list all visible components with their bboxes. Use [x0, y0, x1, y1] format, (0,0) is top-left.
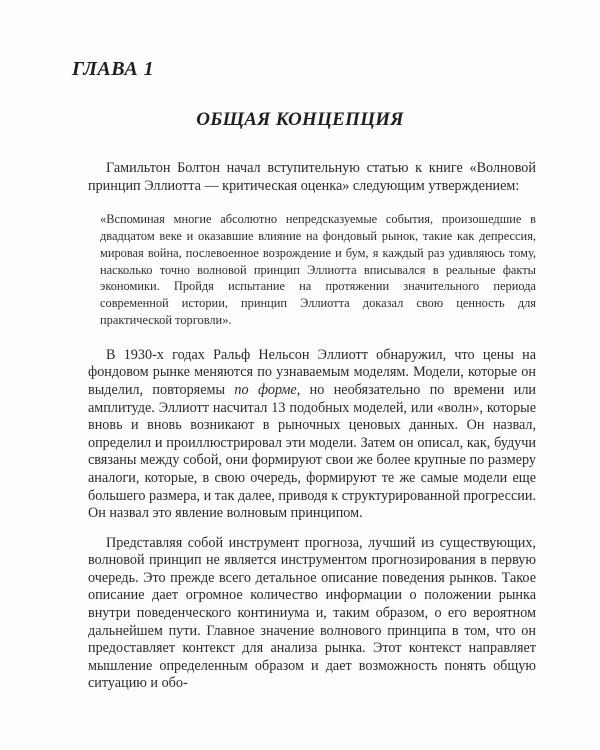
paragraph-elliott-discovery [88, 347, 536, 523]
paragraph-text-after: , но необязательно по времени или амплитуде. Эллиотт насчитал 13 подобных моделей, или «волн», которые вновь и вновь возникают в рыночных ценовых данных. Он назвал, определил и проиллюстрировал эти модели. Затем он описал, как, будучи связаны между собой, они формируют свои же более крупные по размеру аналоги, которые, в свою очередь, формируют те же самые модели еще большего размера, и так далее, приводя к структурированной прогрессии. Он назвал это явление волновым принципом. [88, 381, 536, 522]
paragraph-text-before: В 1930-х годах Ральф Нельсон Эллиотт обнаружил, что цены на фондовом рынке меняются по узнаваемым моделям. Модели, которые он выделил, повторяемы [88, 346, 536, 398]
quote-block: «Вспоминая многие абсолютно непредсказуемые события, произошедшие в двадцатом веке и оказавшие влияние на фондовый рынок, такие как депрессия, мировая война, послевоенное возрождение и бум, я каждый раз удивляюсь тому, насколько точно волновой принцип Эллиотта вписывался в реальные факты экономики. Пройдя испытание на протяжении значительного периода современной истории, принцип Эллиотта доказал свою ценность для практической торговли». [100, 212, 536, 327]
emphasis-text: по форме [234, 381, 297, 398]
intro-paragraph: Гамильтон Болтон начал вступительную статью к книге «Волновой принцип Эллиотта — критическая оценка» следующим утверждением: [88, 160, 536, 194]
chapter-label: ГЛАВА 1 [72, 58, 155, 80]
page-body [88, 160, 536, 693]
paragraph-wave-principle: Представляя собой инструмент прогноза, лучший из существующих, волновой принцип не является инструментом прогнозирования в первую очередь. Это прежде всего детальное описание поведения рынков. Такое описание дает огромное количество информации о положении рынка внутри поведенческого континиума и, таким образом, о его вероятном дальнейшем пути. Главное значение волнового принципа в том, что он предоставляет контекст для анализа рынка. Этот контекст направляет мышление определенным образом и дает возможность понять общую ситуацию и обо- [88, 534, 536, 692]
section-title: ОБЩАЯ КОНЦЕПЦИЯ [196, 109, 404, 130]
